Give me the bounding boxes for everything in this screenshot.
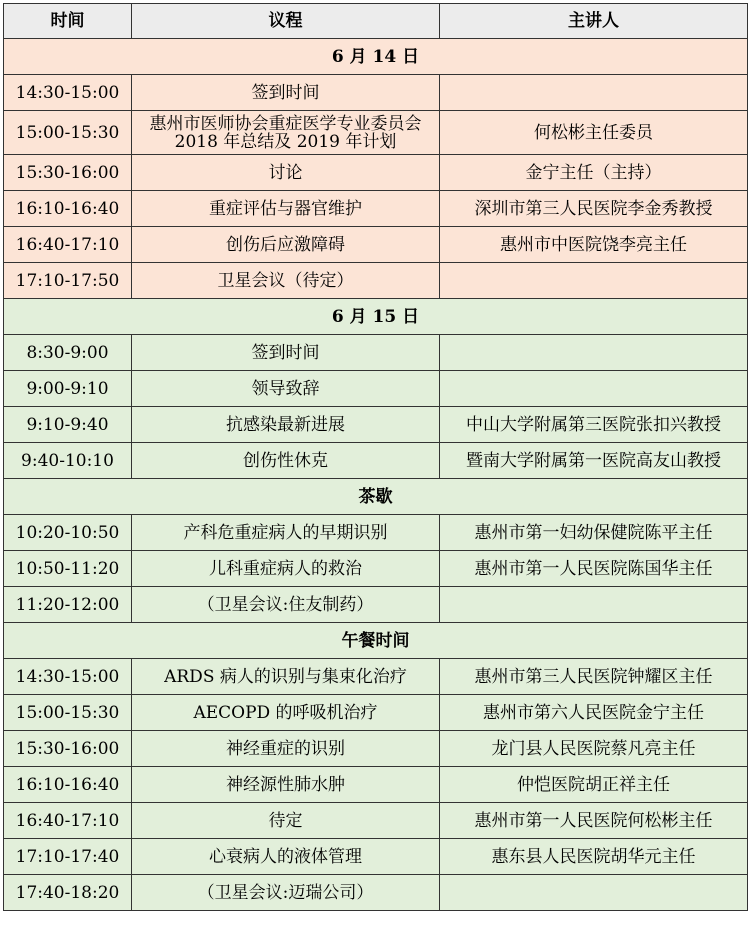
cell-agenda: （卫星会议:住友制药）	[132, 587, 440, 623]
table-row	[4, 227, 748, 263]
cell-agenda: 重症评估与器官维护	[132, 191, 440, 227]
cell-agenda: （卫星会议:迈瑞公司）	[132, 875, 440, 911]
section-row	[4, 299, 748, 335]
cell-speaker: 暨南大学附属第一医院高友山教授	[440, 443, 748, 479]
cell-time: 16:10-16:40	[4, 191, 132, 227]
cell-speaker: 深圳市第三人民医院李金秀教授	[440, 191, 748, 227]
cell-time: 9:40-10:10	[4, 443, 132, 479]
cell-agenda: 待定	[132, 803, 440, 839]
section-title: 午餐时间	[4, 623, 748, 659]
table-row	[4, 263, 748, 299]
cell-time: 17:10-17:40	[4, 839, 132, 875]
cell-agenda: AECOPD 的呼吸机治疗	[132, 695, 440, 731]
cell-speaker: 惠州市第三人民医院钟耀区主任	[440, 659, 748, 695]
cell-time: 15:30-16:00	[4, 155, 132, 191]
cell-time: 16:40-17:10	[4, 227, 132, 263]
table-row	[4, 587, 748, 623]
cell-agenda: 惠州市医师协会重症医学专业委员会 2018 年总结及 2019 年计划	[132, 111, 440, 155]
cell-time: 9:00-9:10	[4, 371, 132, 407]
cell-time: 11:20-12:00	[4, 587, 132, 623]
cell-agenda: 卫星会议（待定）	[132, 263, 440, 299]
header-row	[4, 4, 748, 39]
cell-agenda: 儿科重症病人的救治	[132, 551, 440, 587]
cell-speaker: 惠州市第一人民医院陈国华主任	[440, 551, 748, 587]
cell-speaker: 惠东县人民医院胡华元主任	[440, 839, 748, 875]
table-row	[4, 407, 748, 443]
cell-agenda: 神经重症的识别	[132, 731, 440, 767]
cell-agenda: ARDS 病人的识别与集束化治疗	[132, 659, 440, 695]
table-row	[4, 803, 748, 839]
table-row	[4, 659, 748, 695]
table-row	[4, 695, 748, 731]
cell-agenda: 创伤后应激障碍	[132, 227, 440, 263]
table-row	[4, 731, 748, 767]
cell-time: 8:30-9:00	[4, 335, 132, 371]
cell-time: 10:50-11:20	[4, 551, 132, 587]
cell-time: 17:10-17:50	[4, 263, 132, 299]
cell-time: 15:30-16:00	[4, 731, 132, 767]
table-row	[4, 191, 748, 227]
cell-speaker	[440, 371, 748, 407]
cell-speaker	[440, 875, 748, 911]
cell-speaker	[440, 75, 748, 111]
section-row	[4, 479, 748, 515]
table-row	[4, 371, 748, 407]
table-row	[4, 155, 748, 191]
section-title: 6 月 14 日	[4, 39, 748, 75]
section-title: 茶歇	[4, 479, 748, 515]
section-title: 6 月 15 日	[4, 299, 748, 335]
cell-speaker: 惠州市第一妇幼保健院陈平主任	[440, 515, 748, 551]
cell-agenda: 心衰病人的液体管理	[132, 839, 440, 875]
header-time: 时间	[4, 4, 132, 39]
cell-speaker: 惠州市第六人民医院金宁主任	[440, 695, 748, 731]
cell-time: 15:00-15:30	[4, 695, 132, 731]
table-row	[4, 75, 748, 111]
cell-speaker	[440, 587, 748, 623]
cell-speaker	[440, 263, 748, 299]
table-row	[4, 767, 748, 803]
cell-time: 14:30-15:00	[4, 659, 132, 695]
agenda-table	[3, 3, 748, 911]
cell-agenda: 讨论	[132, 155, 440, 191]
cell-speaker	[440, 335, 748, 371]
cell-speaker: 金宁主任（主持）	[440, 155, 748, 191]
cell-speaker: 惠州市中医院饶李亮主任	[440, 227, 748, 263]
cell-speaker: 惠州市第一人民医院何松彬主任	[440, 803, 748, 839]
cell-time: 14:30-15:00	[4, 75, 132, 111]
cell-time: 10:20-10:50	[4, 515, 132, 551]
cell-time: 15:00-15:30	[4, 111, 132, 155]
cell-speaker: 龙门县人民医院蔡凡亮主任	[440, 731, 748, 767]
cell-time: 16:40-17:10	[4, 803, 132, 839]
section-row	[4, 623, 748, 659]
cell-agenda: 神经源性肺水肿	[132, 767, 440, 803]
table-row	[4, 839, 748, 875]
cell-speaker: 何松彬主任委员	[440, 111, 748, 155]
header-speaker: 主讲人	[440, 4, 748, 39]
table-row	[4, 551, 748, 587]
cell-time: 9:10-9:40	[4, 407, 132, 443]
table-row	[4, 111, 748, 155]
cell-agenda: 抗感染最新进展	[132, 407, 440, 443]
table-row	[4, 335, 748, 371]
cell-time: 17:40-18:20	[4, 875, 132, 911]
cell-agenda: 产科危重症病人的早期识别	[132, 515, 440, 551]
table-row	[4, 443, 748, 479]
cell-speaker: 中山大学附属第三医院张扣兴教授	[440, 407, 748, 443]
table-row	[4, 515, 748, 551]
section-row	[4, 39, 748, 75]
cell-agenda: 创伤性休克	[132, 443, 440, 479]
cell-agenda: 签到时间	[132, 335, 440, 371]
cell-agenda: 领导致辞	[132, 371, 440, 407]
table-row	[4, 875, 748, 911]
cell-time: 16:10-16:40	[4, 767, 132, 803]
header-agenda: 议程	[132, 4, 440, 39]
cell-speaker: 仲恺医院胡正祥主任	[440, 767, 748, 803]
cell-agenda: 签到时间	[132, 75, 440, 111]
